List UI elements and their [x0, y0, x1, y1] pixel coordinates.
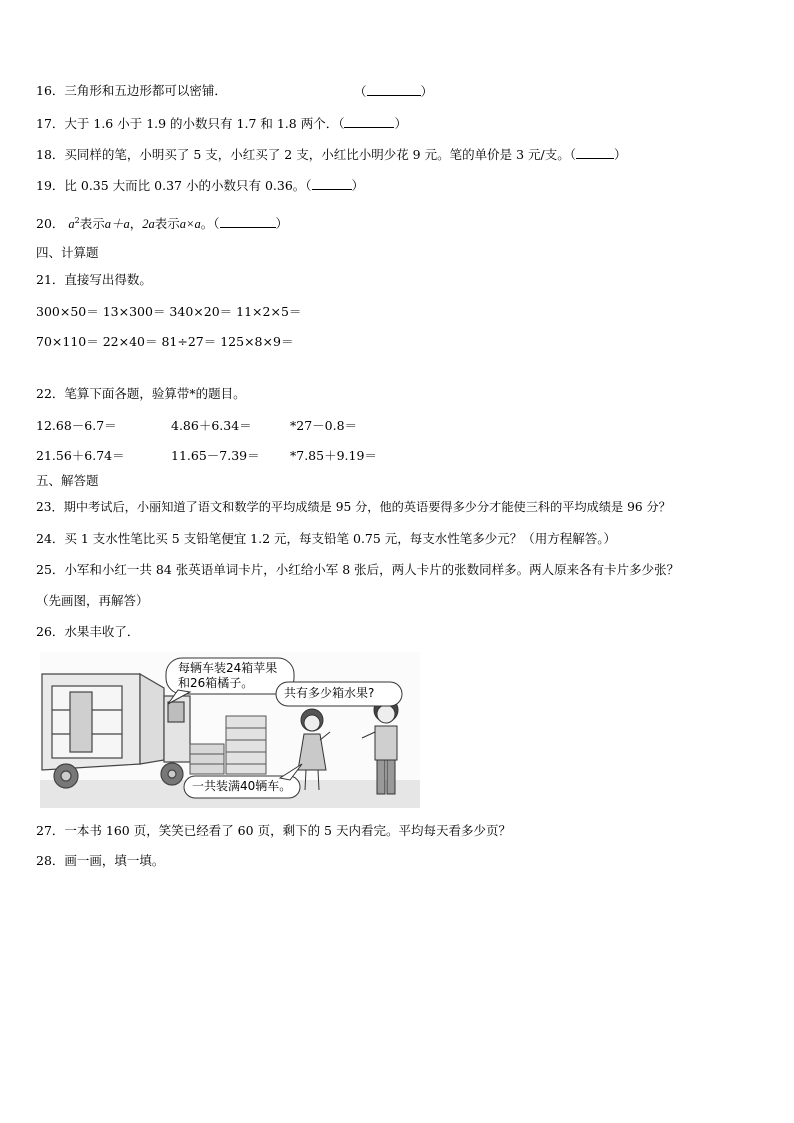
answer-parens: （ ） [569, 147, 627, 162]
answer-parens: （ ） [338, 116, 407, 131]
calc-row-2: 70×110＝ 22×40＝ 81÷27＝ 125×8×9＝ [36, 334, 294, 349]
math-product: a×a [179, 217, 201, 232]
question-number: 25． [36, 562, 65, 577]
written-calc-1: 12.68－6.7＝ [36, 418, 117, 433]
question-20 [36, 213, 288, 232]
bubble-1-line-1: 每辆车装24箱苹果 [178, 661, 278, 675]
question-text: 直接写出得数。 [64, 272, 152, 287]
answer-parens: （ ） [354, 84, 434, 99]
section-heading-5: 五、解答题 [36, 473, 99, 488]
question-22 [36, 386, 246, 402]
written-calc-6: *7.85＋9.19＝ [290, 448, 377, 463]
answer-parens: （ ） [305, 178, 365, 193]
math-exponent: 2 [74, 216, 80, 225]
question-16 [36, 83, 434, 99]
question-number: 28． [36, 853, 65, 868]
question-number: 16． [36, 83, 65, 98]
answer-parens: （ ） [213, 216, 289, 232]
question-text: 表示 [79, 216, 105, 232]
bubble-2-text: 共有多少箱水果? [284, 686, 375, 700]
question-text: 表示 [154, 216, 180, 232]
question-number: 22． [36, 386, 65, 401]
bubble-1-line-2: 和26箱橘子。 [178, 676, 254, 690]
question-26 [36, 624, 139, 640]
question-text: 期中考试后，小丽知道了语文和数学的平均成绩是 95 分，他的英语要得多少分才能使三科的平均成绩是 96 分？ [63, 500, 671, 514]
question-text: 比 0.35 大而比 0.37 小的小数只有 0.36。 [64, 178, 306, 193]
question-text: 水果丰收了． [64, 624, 140, 639]
question-number: 20． [36, 216, 65, 232]
answer-blank[interactable] [576, 146, 614, 159]
math-2a: 2a [142, 217, 155, 232]
question-number: 21． [36, 272, 65, 287]
question-text: 买同样的笔，小明买了 5 支，小红买了 2 支，小红比小明少花 9 元。笔的单价是 3 元/支。 [64, 147, 570, 162]
question-23 [36, 499, 671, 515]
question-18 [36, 146, 627, 163]
question-27 [36, 823, 511, 839]
written-calc-3: *27－0.8＝ [290, 418, 358, 433]
question-text: 大于 1.6 小于 1.9 的小数只有 1.7 和 1.8 两个． [64, 116, 339, 131]
question-number: 27． [36, 823, 65, 838]
fruit-harvest-illustration [40, 652, 420, 808]
question-number: 18． [36, 147, 65, 162]
question-text: 画一画，填一填。 [64, 853, 165, 868]
question-text: 小军和小红一共 84 张英语单词卡片，小红给小军 8 张后，两人卡片的张数同样多。两人原来各有卡片多少张？ [64, 562, 680, 577]
math-a: a [68, 217, 75, 232]
question-number: 26． [36, 624, 65, 639]
question-text: 买 1 支水性笔比买 5 支铅笔便宜 1.2 元，每支铅笔 0.75 元，每支水性笔多少元？（用方程解答。） [64, 531, 617, 546]
answer-blank[interactable] [344, 115, 394, 128]
math-sum: a＋a [104, 217, 130, 232]
bubble-3-text: 一共装满40辆车。 [192, 779, 292, 793]
question-number: 19． [36, 178, 65, 193]
answer-blank[interactable] [220, 215, 276, 228]
question-25 [36, 562, 679, 578]
answer-blank[interactable] [367, 83, 421, 96]
question-28 [36, 853, 164, 869]
written-calc-5: 11.65－7.39＝ [171, 448, 260, 463]
question-17 [36, 115, 407, 132]
question-19 [36, 177, 364, 194]
bubble-1-text [178, 661, 277, 691]
written-calc-4: 21.56＋6.74＝ [36, 448, 125, 463]
question-number: 23． [36, 500, 64, 514]
question-number: 17． [36, 116, 65, 131]
question-number: 24． [36, 531, 65, 546]
question-25-note: （先画图，再解答） [36, 593, 149, 608]
punct: ， [129, 216, 143, 232]
question-24 [36, 531, 616, 547]
section-heading-4: 四、计算题 [36, 245, 99, 260]
question-21 [36, 272, 152, 288]
question-text: 三角形和五边形都可以密铺． [64, 83, 227, 98]
question-text: 笔算下面各题，验算带*的题目。 [64, 386, 246, 401]
punct: 。 [200, 216, 214, 232]
written-calc-2: 4.86＋6.34＝ [171, 418, 252, 433]
answer-blank[interactable] [312, 177, 352, 190]
question-text: 一本书 160 页，笑笑已经看了 60 页，剩下的 5 天内看完。平均每天看多少页？ [64, 823, 511, 838]
calc-row-1: 300×50＝ 13×300＝ 340×20＝ 11×2×5＝ [36, 304, 302, 319]
